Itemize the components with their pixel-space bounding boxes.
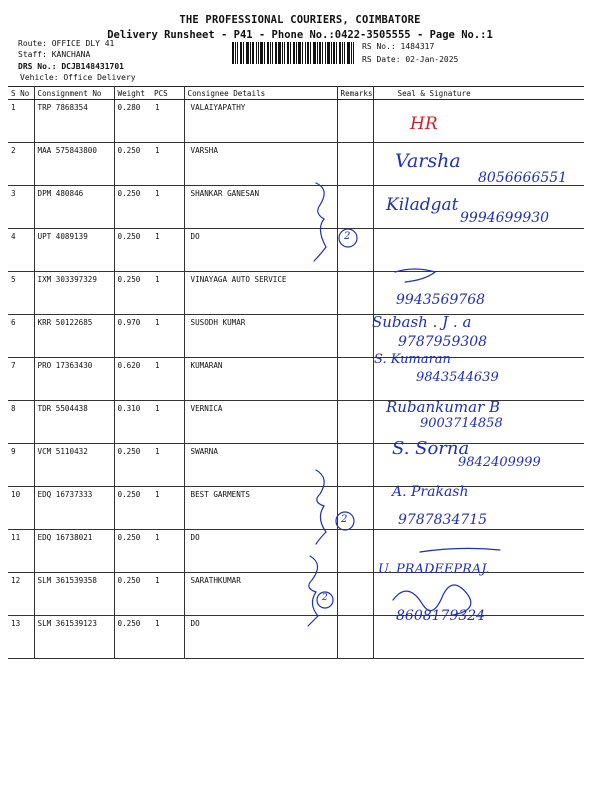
col-header-signature: Seal & Signature [373,87,584,100]
cell-consignee: SHANKAR GANESAN [184,186,337,229]
bracket-rows-12-13 [308,556,318,626]
col-header-weight: Weight [114,87,151,100]
cell-consignee: KUMARAN [184,358,337,401]
cell-sno: 7 [8,358,34,401]
rs-date-value: 02-Jan-2025 [405,55,459,64]
cell-sno: 13 [8,616,34,659]
rs-date-label: RS Date: [362,55,401,64]
handwritten-count-a: 2 [344,231,351,242]
handwritten-phone-row-11: 9787834715 [398,512,488,528]
cell-consignee: DO [184,229,337,272]
cell-consignment: TRP 7868354 [34,100,114,143]
handwritten-phone-row-13: 8608179324 [396,608,486,624]
handwritten-phone-row-6: 9787959308 [398,334,488,350]
cell-pcs: 1 [151,186,184,229]
drs-label: DRS No.: [18,62,57,71]
cell-weight: 0.310 [114,401,151,444]
route-label: Route: [18,39,47,48]
drs-value: DCJB148431701 [61,62,124,71]
staff-label: Staff: [18,50,47,59]
handwritten-name-row-2: Varsha [395,150,461,172]
bracket-rows-3-4 [314,183,326,261]
handwritten-phone-row-5: 9943569768 [396,292,486,308]
handwritten-count-c: 2 [322,593,328,603]
cell-weight: 0.250 [114,530,151,573]
cell-weight: 0.250 [114,573,151,616]
cell-pcs: 1 [151,401,184,444]
cell-sno: 11 [8,530,34,573]
cell-consignment: IXM 303397329 [34,272,114,315]
vehicle-value: Office Delivery [63,73,136,82]
rs-no-value: 1484317 [400,42,435,51]
rs-no-label: RS No.: [362,42,396,51]
cell-pcs: 1 [151,100,184,143]
cell-sno: 2 [8,143,34,186]
cell-consignee: SARATHKUMAR [184,573,337,616]
cell-sno: 6 [8,315,34,358]
cell-sno: 10 [8,487,34,530]
cell-consignment: EDQ 16738021 [34,530,114,573]
cell-consignee: DO [184,616,337,659]
handwritten-name-row-6: Subash . J . a [372,313,472,331]
cell-consignment: SLM 361539123 [34,616,114,659]
cell-consignee: VERNICA [184,401,337,444]
runsheet-subtitle: Delivery Runsheet - P41 - Phone No.:0422-3505555 - Page No.:1 [107,29,493,41]
col-header-sno: S No [8,87,34,100]
signature-scribble-5 [395,269,435,282]
cell-weight: 0.250 [114,272,151,315]
cell-consignment: MAA 575843800 [34,143,114,186]
cell-consignee: SWARNA [184,444,337,487]
cell-consignee: VALAIYAPATHY [184,100,337,143]
cell-consignment: EDQ 16737333 [34,487,114,530]
cell-consignment: TDR 5504438 [34,401,114,444]
col-header-consignment: Consignment No [34,87,114,100]
vehicle-label: Vehicle: [20,73,59,82]
cell-consignment: KRR 50122685 [34,315,114,358]
handwritten-count-b: 2 [341,514,348,525]
col-header-pcs: PCS [151,87,184,100]
staff-value: KANCHANA [51,50,91,59]
route-value: OFFICE DLY 41 [51,39,115,48]
cell-pcs: 1 [151,229,184,272]
cell-sno: 5 [8,272,34,315]
cell-consignment: PRO 17363430 [34,358,114,401]
cell-sno: 9 [8,444,34,487]
cell-pcs: 1 [151,487,184,530]
cell-pcs: 1 [151,616,184,659]
cell-sno: 1 [8,100,34,143]
cell-consignee: SUSODH KUMAR [184,315,337,358]
cell-consignee: VINAYAGA AUTO SERVICE [184,272,337,315]
cell-sno: 3 [8,186,34,229]
cell-pcs: 1 [151,315,184,358]
cell-sno: 8 [8,401,34,444]
signature-underline-12 [420,548,500,552]
cell-weight: 0.620 [114,358,151,401]
cell-consignment: DPM 480846 [34,186,114,229]
cell-sno: 4 [8,229,34,272]
handwritten-sign-row-1: HR [410,114,438,134]
handwritten-name-row-3: Kiladgat [386,195,459,215]
cell-weight: 0.250 [114,487,151,530]
company-title: THE PROFESSIONAL COURIERS, COIMBATORE [179,14,421,26]
handwritten-name-row-12: U. PRADEEPRAJ. [378,562,490,577]
handwritten-name-row-9: S. Sorna [392,438,470,459]
handwritten-phone-row-8: 9003714858 [420,416,503,431]
cell-consignee: BEST GARMENTS [184,487,337,530]
cell-consignment: UPT 4089139 [34,229,114,272]
cell-weight: 0.250 [114,444,151,487]
handwritten-phone-row-2: 8056666551 [478,170,568,186]
handwritten-name-row-7: S. Kumaran [374,352,451,367]
cell-pcs: 1 [151,530,184,573]
bracket-rows-10-11 [316,470,326,544]
cell-pcs: 1 [151,272,184,315]
cell-weight: 0.970 [114,315,151,358]
handwritten-phone-row-3: 9994699930 [460,210,550,226]
cell-weight: 0.250 [114,143,151,186]
cell-weight: 0.250 [114,186,151,229]
cell-weight: 0.250 [114,229,151,272]
cell-pcs: 1 [151,143,184,186]
handwritten-phone-row-9: 9842409999 [458,455,541,470]
cell-pcs: 1 [151,573,184,616]
cell-weight: 0.280 [114,100,151,143]
cell-consignee: VARSHA [184,143,337,186]
col-header-remarks: Remarks [337,87,373,100]
cell-weight: 0.250 [114,616,151,659]
handwritten-name-row-10: A. Prakash [392,484,469,500]
cell-sno: 12 [8,573,34,616]
handwritten-name-row-8: Rubankumar B [386,398,501,416]
handwritten-phone-row-7: 9843544639 [416,370,499,385]
col-header-consignee: Consignee Details [184,87,337,100]
cell-consignment: SLM 361539358 [34,573,114,616]
cell-pcs: 1 [151,358,184,401]
cell-consignee: DO [184,530,337,573]
cell-consignment: VCM 5110432 [34,444,114,487]
cell-pcs: 1 [151,444,184,487]
